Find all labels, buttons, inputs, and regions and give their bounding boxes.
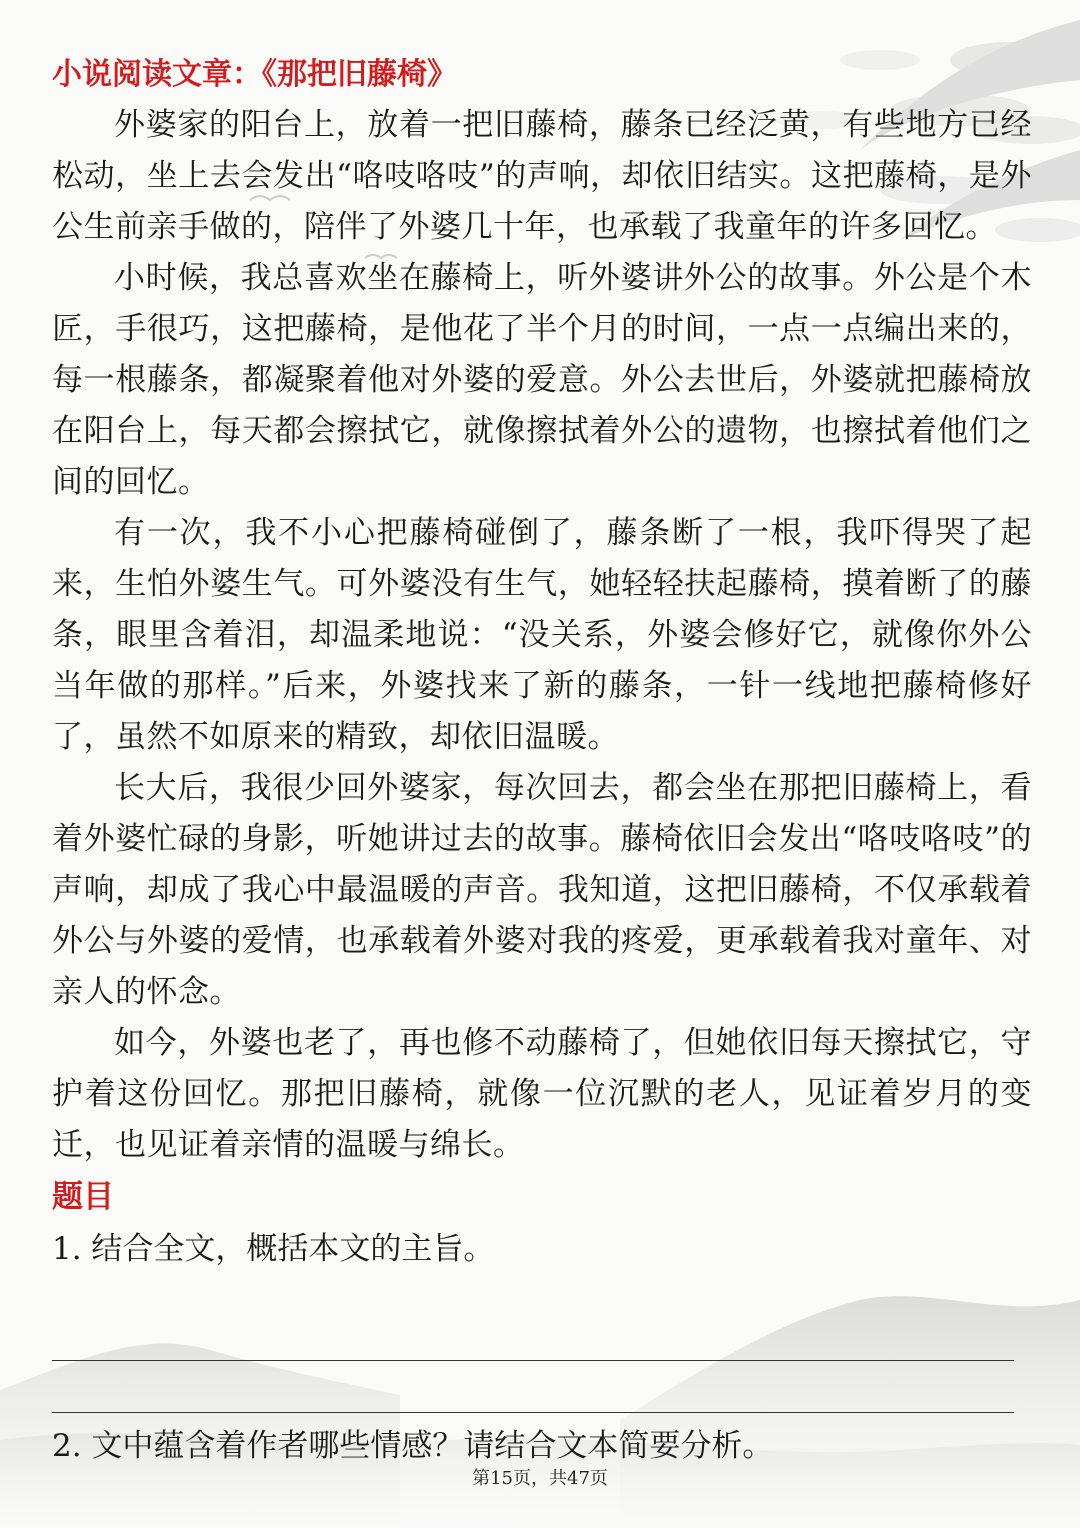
question-1: 1. 结合全文，概括本文的主旨。 [52, 1231, 495, 1267]
paragraph-2: 小时候，我总喜欢坐在藤椅上，听外婆讲外公的故事。外公是个木匠，手很巧，这把藤椅，是他花了半个月的时间，一点一点编出来的，每一根藤条，都凝聚着他对外婆的爱意。外公去世后，外婆就把藤椅放在阳台上，每天都会擦拭它，就像擦拭着外公的遗物，也擦拭着他们之间的回忆。 [52, 260, 1032, 500]
question-2: 2. 文中蕴含着作者哪些情感？请结合文本简要分析。 [52, 1428, 774, 1464]
questions-heading: 题目 [52, 1179, 114, 1215]
paragraph-4: 长大后，我很少回外婆家，每次回去，都会坐在那把旧藤椅上，看着外婆忙碌的身影，听她讲过去的故事。藤椅依旧会发出“咯吱咯吱”的声响，却成了我心中最温暖的声音。我知道，这把旧藤椅，不仅承载着外公与外婆的爱情，也承载着外婆对我的疼爱，更承载着我对童年、对亲人的怀念。 [52, 770, 1032, 1010]
page-number: 第15页，共47页 [472, 1468, 608, 1489]
paragraph-1: 外婆家的阳台上，放着一把旧藤椅，藤条已经泛黄，有些地方已经松动，坐上去会发出“咯吱咯吱”的声响，却依旧结实。这把藤椅，是外公生前亲手做的，陪伴了外婆几十年，也承载了我童年的许多回忆。 [52, 107, 1032, 245]
article-content [52, 50, 1032, 1275]
article-title: 小说阅读文章：《那把旧藤椅》 [52, 57, 457, 92]
answer-line[interactable] [52, 1412, 1014, 1413]
answer-line[interactable] [52, 1360, 1014, 1361]
paragraph-3: 有一次，我不小心把藤椅碰倒了，藤条断了一根，我吓得哭了起来，生怕外婆生气。可外婆没有生气，她轻轻扶起藤椅，摸着断了的藤条，眼里含着泪，却温柔地说：“没关系，外婆会修好它，就像你外公当年做的那样。”后来，外婆找来了新的藤条，一针一线地把藤椅修好了，虽然不如原来的精致，却依旧温暖。 [52, 515, 1032, 755]
paragraph-5: 如今，外婆也老了，再也修不动藤椅了，但她依旧每天擦拭它，守护着这份回忆。那把旧藤椅，就像一位沉默的老人，见证着岁月的变迁，也见证着亲情的温暖与绵长。 [52, 1025, 1032, 1163]
